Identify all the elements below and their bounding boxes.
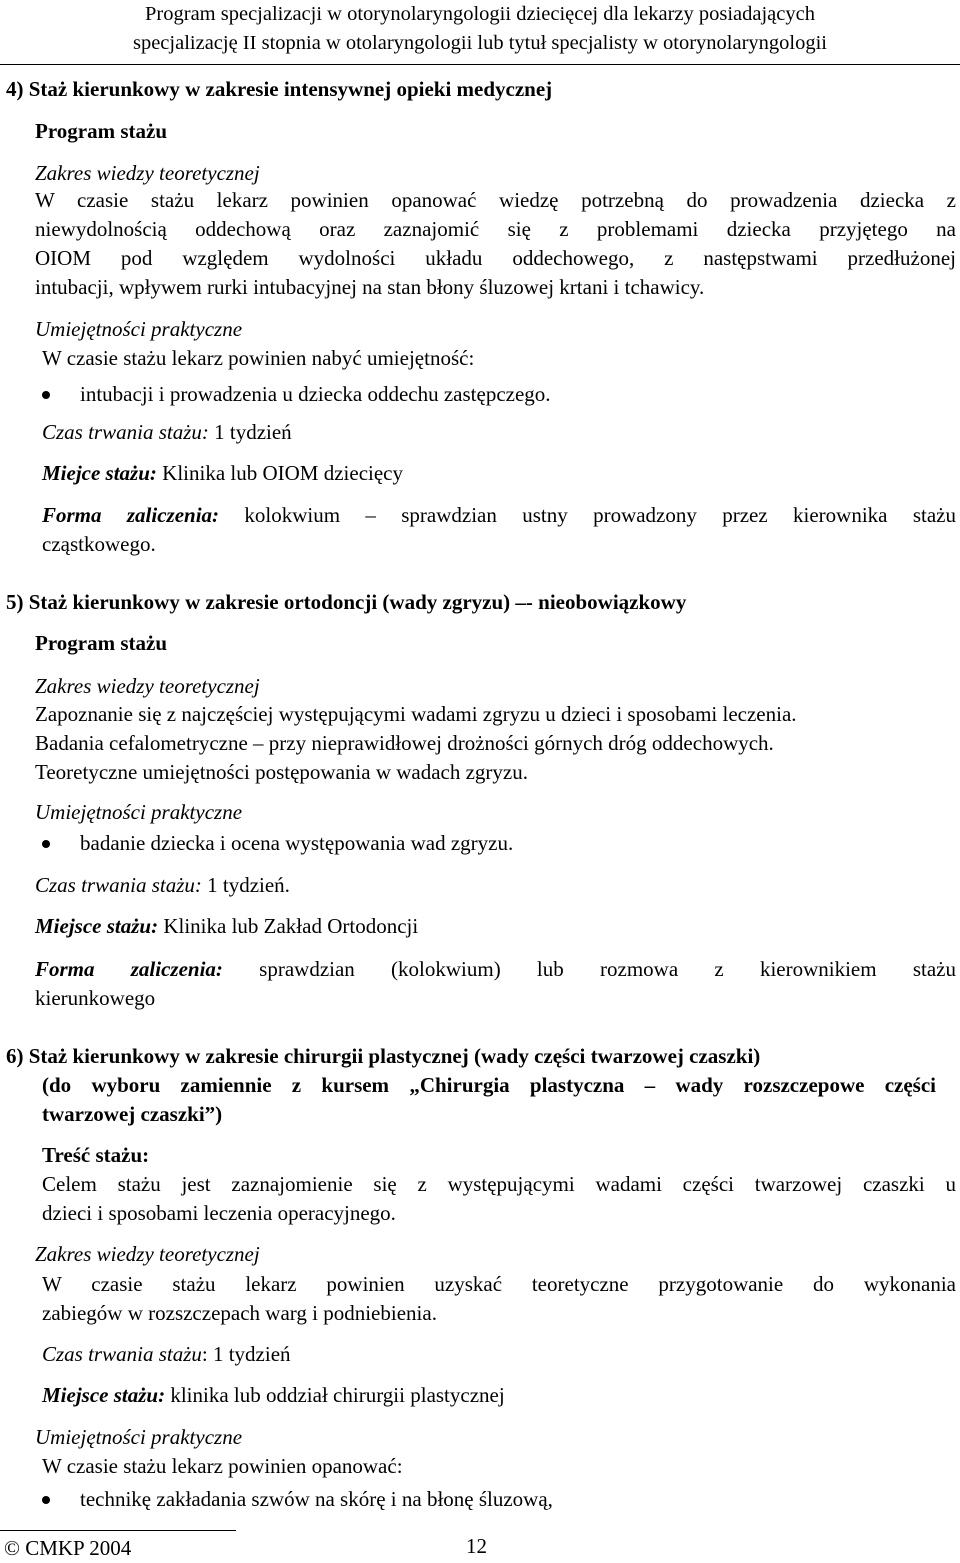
section-5-duration [35, 871, 290, 900]
bullet-icon [42, 391, 50, 399]
section-6-theory-heading: Zakres wiedzy teoretycznej [35, 1242, 260, 1266]
skill-item-text: intubacji i prowadzenia u dziecka oddechu zastępczego. [80, 382, 551, 406]
section-5-theory-heading: Zakres wiedzy teoretycznej [35, 674, 260, 698]
text-line: (do wyboru zamiennie z kursem „Chirurgia plastyczna – wady rozszczepowe części [42, 1073, 936, 1097]
page-header [0, 0, 960, 58]
section-6-place [42, 1381, 505, 1410]
text-line: kierunkowego [35, 986, 156, 1010]
place-label: Miejsce stażu: [35, 914, 159, 938]
text-line: dzieci i sposobami leczenia operacyjnego. [42, 1201, 396, 1225]
text-line: W czasie stażu lekarz powinien uzyskać teoretyczne przygotowanie do wykonania [42, 1272, 956, 1296]
text-line: OIOM pod względem wydolności układu oddechowego, z następstwami przedłużonej [35, 246, 956, 270]
section-6-title: 6) Staż kierunkowy w zakresie chirurgii plastycznej (wady części twarzowej czaszki) [6, 1044, 761, 1068]
duration-label: Czas trwania stażu: [35, 873, 202, 897]
text-line [35, 955, 956, 984]
text-line: W czasie stażu lekarz powinien opanować wiedzę potrzebną do prowadzenia dziecka z [35, 188, 956, 212]
section-4-program-heading: Program stażu [35, 119, 167, 143]
section-5-assessment [35, 955, 956, 1013]
assessment-label: Forma zaliczenia: [42, 503, 220, 527]
duration-label: Czas trwania stażu [42, 1342, 202, 1366]
skill-item-text: badanie dziecka i ocena występowania wad zgryzu. [80, 831, 514, 855]
footer-rule [0, 1530, 236, 1531]
text-line: Celem stażu jest zaznajomienie się z występującymi wadami części twarzowej czaszki u [42, 1172, 956, 1196]
section-5-place [35, 912, 418, 941]
place-value: Klinika lub OIOM dziecięcy [156, 461, 403, 485]
place-label: Miejce stażu: [42, 461, 157, 485]
text-line: cząstkowego. [42, 532, 156, 556]
text-line: intubacji, wpływem rurki intubacyjnej na stan błony śluzowej krtani i tchawicy. [35, 275, 705, 299]
duration-value: 1 tydzień. [201, 873, 290, 897]
section-6-duration [42, 1340, 291, 1369]
section-6-skills-heading: Umiejętności praktyczne [35, 1425, 243, 1449]
section-5-program-heading: Program stażu [35, 631, 167, 655]
text-line: Badania cefalometryczne – przy nieprawidłowej drożności górnych dróg oddechowych. [35, 731, 774, 755]
section-4-place [42, 459, 403, 488]
assessment-value: kolokwium – sprawdzian ustny prowadzony przez kierownika stażu [219, 503, 956, 527]
place-label: Miejsce stażu: [42, 1383, 166, 1407]
bullet-icon [42, 840, 50, 848]
text-line: niewydolnością oddechową oraz zaznajomić się z problemami dziecka przyjętego na [35, 217, 956, 241]
section-6-content-text [42, 1170, 956, 1228]
section-4-theory-heading: Zakres wiedzy teoretycznej [35, 161, 260, 185]
section-4-skills-heading: Umiejętności praktyczne [35, 317, 243, 341]
section-4-title: 4) Staż kierunkowy w zakresie intensywnej opieki medycznej [6, 77, 553, 101]
skill-item-text: technikę zakładania szwów na skórę i na błonę śluzową, [80, 1487, 553, 1511]
section-4-duration [42, 418, 292, 447]
section-5-theory-text [35, 700, 797, 787]
assessment-label: Forma zaliczenia: [35, 957, 223, 981]
section-6-theory-text [42, 1270, 956, 1328]
page-number: 12 [466, 1534, 487, 1558]
duration-value: 1 tydzień [208, 420, 292, 444]
section-4-theory-text [35, 186, 956, 302]
text-line: Teoretyczne umiejętności postępowania w wadach zgryzu. [35, 760, 528, 784]
section-6-content-heading: Treść stażu: [42, 1143, 150, 1167]
header-line-1: Program specjalizacji w otorynolaryngologii dziecięcej dla lekarzy posiadających [145, 3, 815, 25]
text-line [42, 501, 956, 530]
header-rule [0, 64, 960, 65]
assessment-value: sprawdzian (kolokwium) lub rozmowa z kierownikiem stażu [222, 957, 956, 981]
text-line: Zapoznanie się z najczęściej występującymi wadami zgryzu u dzieci i sposobami leczenia. [35, 702, 797, 726]
section-6-title-continued [42, 1071, 936, 1129]
text-line: twarzowej czaszki”) [42, 1102, 223, 1126]
text-line: zabiegów w rozszczepach warg i podniebienia. [42, 1301, 437, 1325]
section-4-skills-intro: W czasie stażu lekarz powinien nabyć umiejętność: [42, 346, 475, 370]
section-6-skills-intro: W czasie stażu lekarz powinien opanować: [42, 1454, 403, 1478]
footer-copyright: © CMKP 2004 [4, 1536, 132, 1560]
duration-value: : 1 tydzień [201, 1342, 291, 1366]
section-5-skills-heading: Umiejętności praktyczne [35, 800, 243, 824]
duration-label: Czas trwania stażu: [42, 420, 209, 444]
bullet-icon [42, 1496, 50, 1504]
header-line-2: specjalizację II stopnia w otolaryngologii lub tytuł specjalisty w otorynolaryngologii [132, 32, 827, 54]
place-value: klinika lub oddział chirurgii plastycznej [165, 1383, 505, 1407]
section-4-assessment [42, 501, 956, 559]
section-5-title: 5) Staż kierunkowy w zakresie ortodoncji (wady zgryzu) –- nieobowiązkowy [6, 590, 687, 614]
place-value: Klinika lub Zakład Ortodoncji [158, 914, 419, 938]
